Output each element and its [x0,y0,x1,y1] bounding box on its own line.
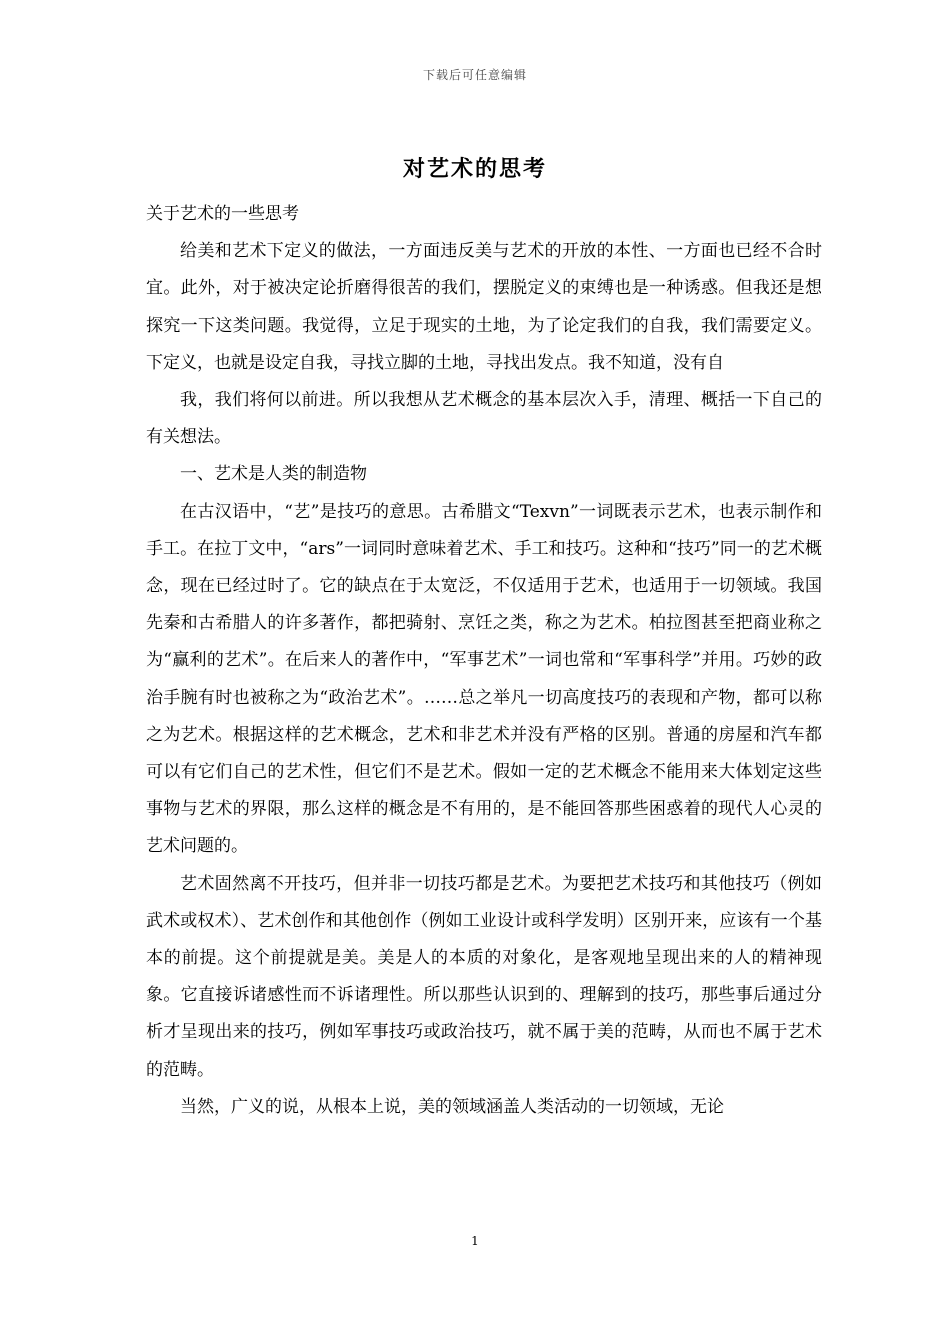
page-number: 1 [471,1234,479,1248]
body-paragraph: 艺术固然离不开技巧，但并非一切技巧都是艺术。为要把艺术技巧和其他技巧（例如武术或权术）、艺术创作和其他创作（例如工业设计或科学发明）区别开来，应该有一个基本的前提。这个前提就是美。美是人的本质的对象化，是客观地呈现出来的人的精神现象。它直接诉诸感性而不诉诸理性。所以那些认识到的、理解到的技巧，那些事后通过分析才呈现出来的技巧，例如军事技巧或政治技巧，就不属于美的范畴，从而也不属于艺术的范畴。 [146,873,822,1080]
body-paragraph: 给美和艺术下定义的做法，一方面违反美与艺术的开放的本性、一方面也已经不合时宜。此外，对于被决定论折磨得很苦的我们，摆脱定义的束缚也是一种诱惑。但我还是想探究一下这类问题。我觉得，立足于现实的土地，为了论定我们的自我，我们需要定义。下定义，也就是设定自我，寻找立脚的土地，寻找出发点。我不知道，没有自 [146,241,822,373]
body-paragraph: 当然，广义的说，从根本上说，美的领域涵盖人类活动的一切领域，无论 [180,1096,724,1117]
header-note: 下载后可任意编辑 [422,68,527,82]
subtitle-paragraph: 关于艺术的一些思考 [146,204,299,224]
section-heading: 一、艺术是人类的制造物 [180,464,367,485]
body-paragraph: 我，我们将何以前进。所以我想从艺术概念的基本层次入手，清理、概括一下自己的有关想法。 [146,390,822,448]
document-title: 对艺术的思考 [402,156,547,182]
body-paragraph: 在古汉语中，“艺”是技巧的意思。古希腊文“Texvn”一词既表示艺术，也表示制作和手工。在拉丁文中，“ars”一词同时意味着艺术、手工和技巧。这种和“技巧”同一的艺术概念，现在已经过时了。它的缺点在于太宽泛，不仅适用于艺术，也适用于一切领域。我国先秦和古希腊人的许多著作，都把骑射、烹饪之类，称之为艺术。柏拉图甚至把商业称之为“赢利的艺术”。在后来人的著作中，“军事艺术”一词也常和“军事科学”并用。巧妙的政治手腕有时也被称之为“政治艺术”。……总之举凡一切高度技巧的表现和产物，都可以称之为艺术。根据这样的艺术概念，艺术和非艺术并没有严格的区别。普通的房屋和汽车都可以有它们自己的艺术性，但它们不是艺术。假如一定的艺术概念不能用来大体划定这些事物与艺术的界限，那么这样的概念是不有用的，是不能回答那些困惑着的现代人心灵的艺术问题的。 [146,501,822,857]
document-body [146,196,822,1126]
